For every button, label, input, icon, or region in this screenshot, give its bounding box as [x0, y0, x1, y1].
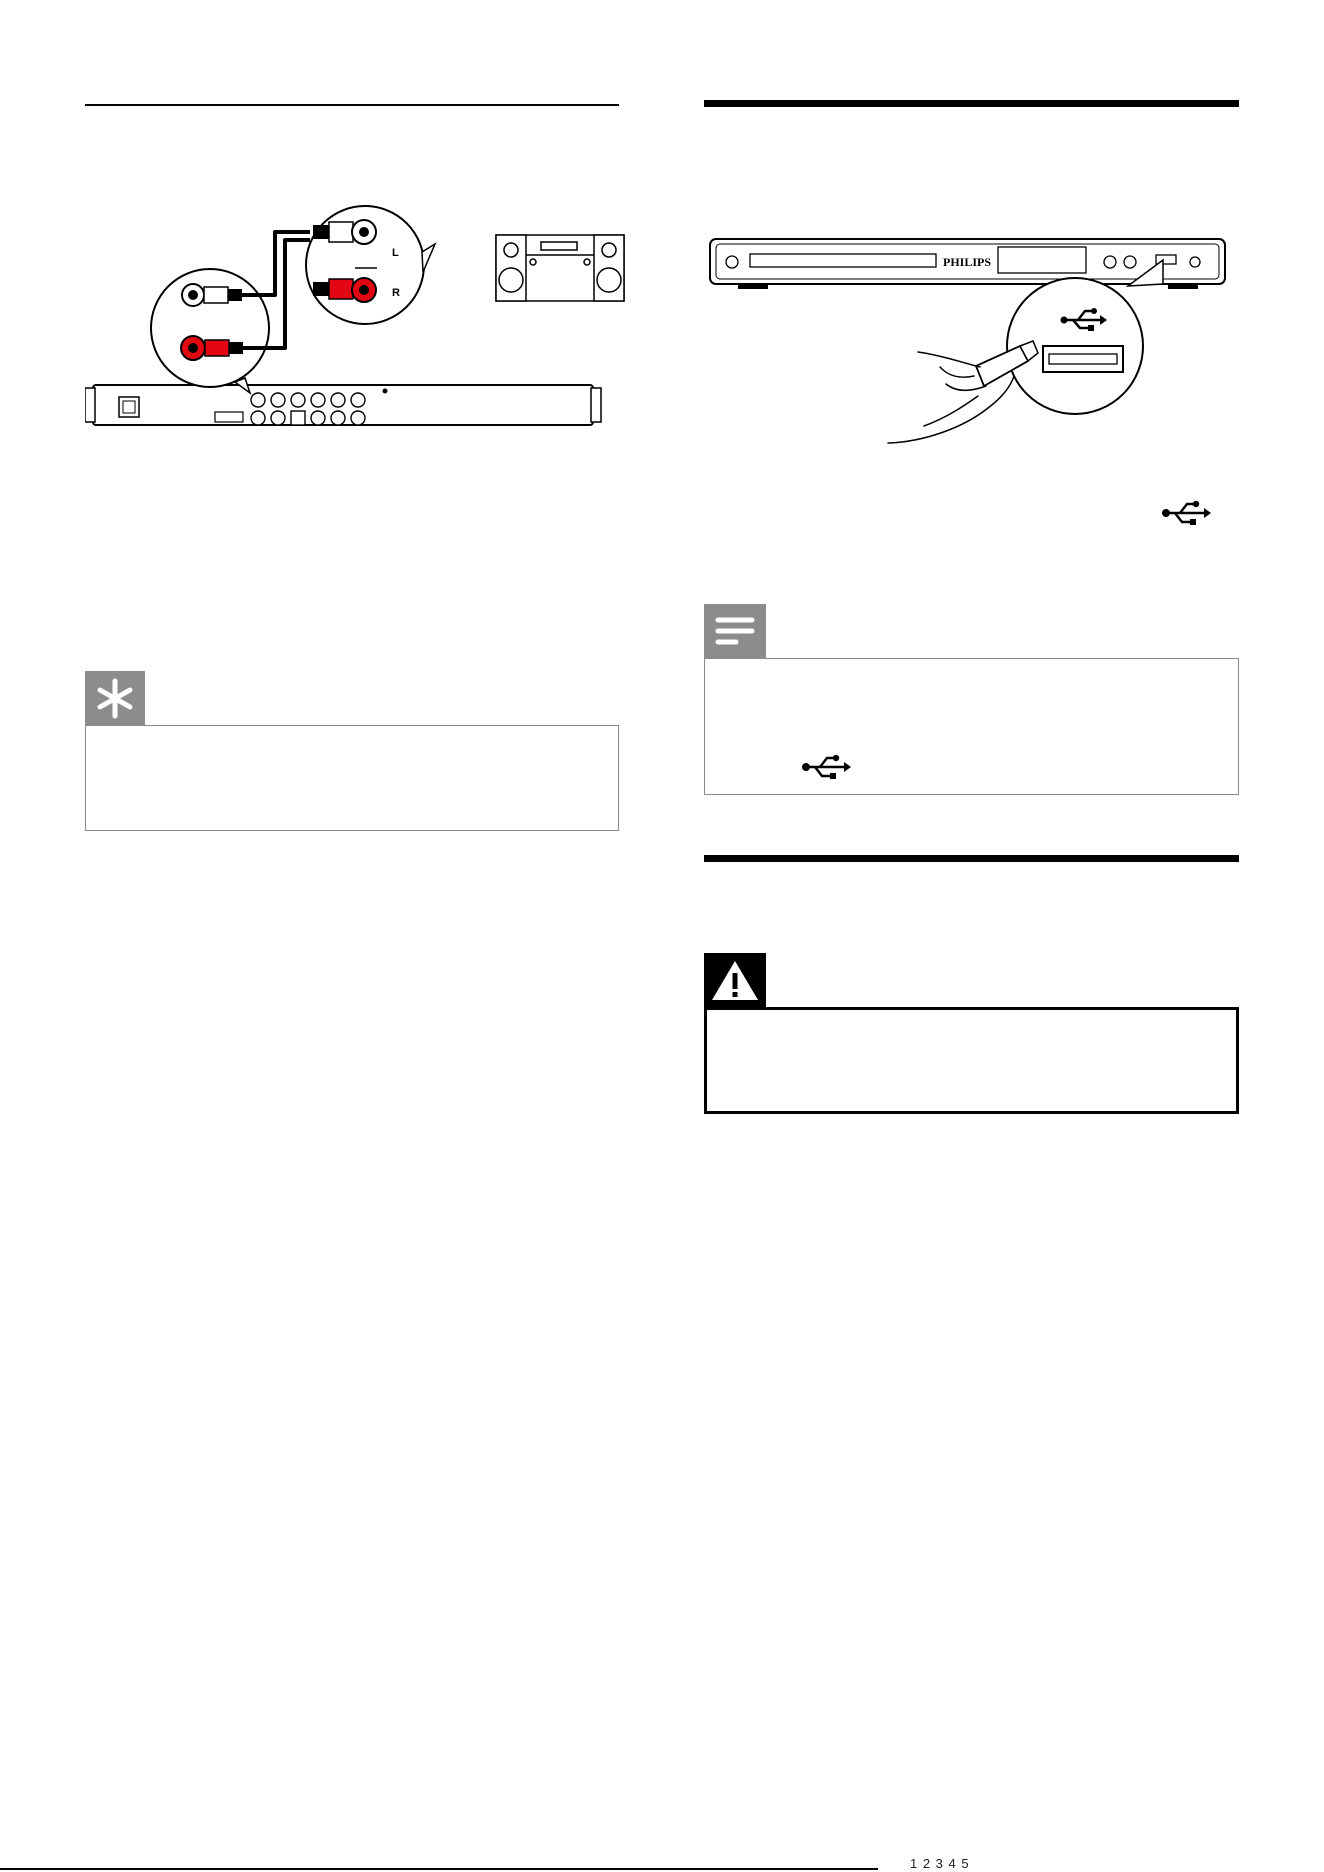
brand-logo: PHILIPS: [943, 255, 992, 269]
stereo-system: [496, 235, 624, 301]
warning-triangle-icon: [704, 953, 766, 1008]
tip-box: [85, 725, 619, 831]
jack-left-label: L: [392, 247, 399, 259]
left-section-rule: [85, 104, 619, 106]
usb-icon: [800, 752, 852, 782]
caution-tab: [704, 953, 766, 1008]
player-jack-zoom: [151, 269, 269, 393]
jack-right-label: R: [392, 287, 400, 299]
safety-section-rule: [704, 855, 1239, 862]
audio-connection-illustration: [85, 200, 630, 440]
usb-connection-illustration: [708, 236, 1233, 451]
stereo-jack-zoom: [306, 206, 435, 324]
tip-tab: [85, 671, 145, 726]
lines-icon: [704, 604, 766, 659]
caution-box: [704, 1007, 1239, 1114]
note-box: [704, 658, 1239, 795]
usb-icon: [1160, 498, 1212, 528]
footer-rule: [0, 1868, 878, 1870]
note-tab: [704, 604, 766, 659]
usb-section-rule: [704, 100, 1239, 107]
player-rear-panel: [85, 385, 601, 425]
asterisk-icon: [85, 671, 145, 726]
footer-text: 1 2 3 4 5: [910, 1856, 970, 1871]
